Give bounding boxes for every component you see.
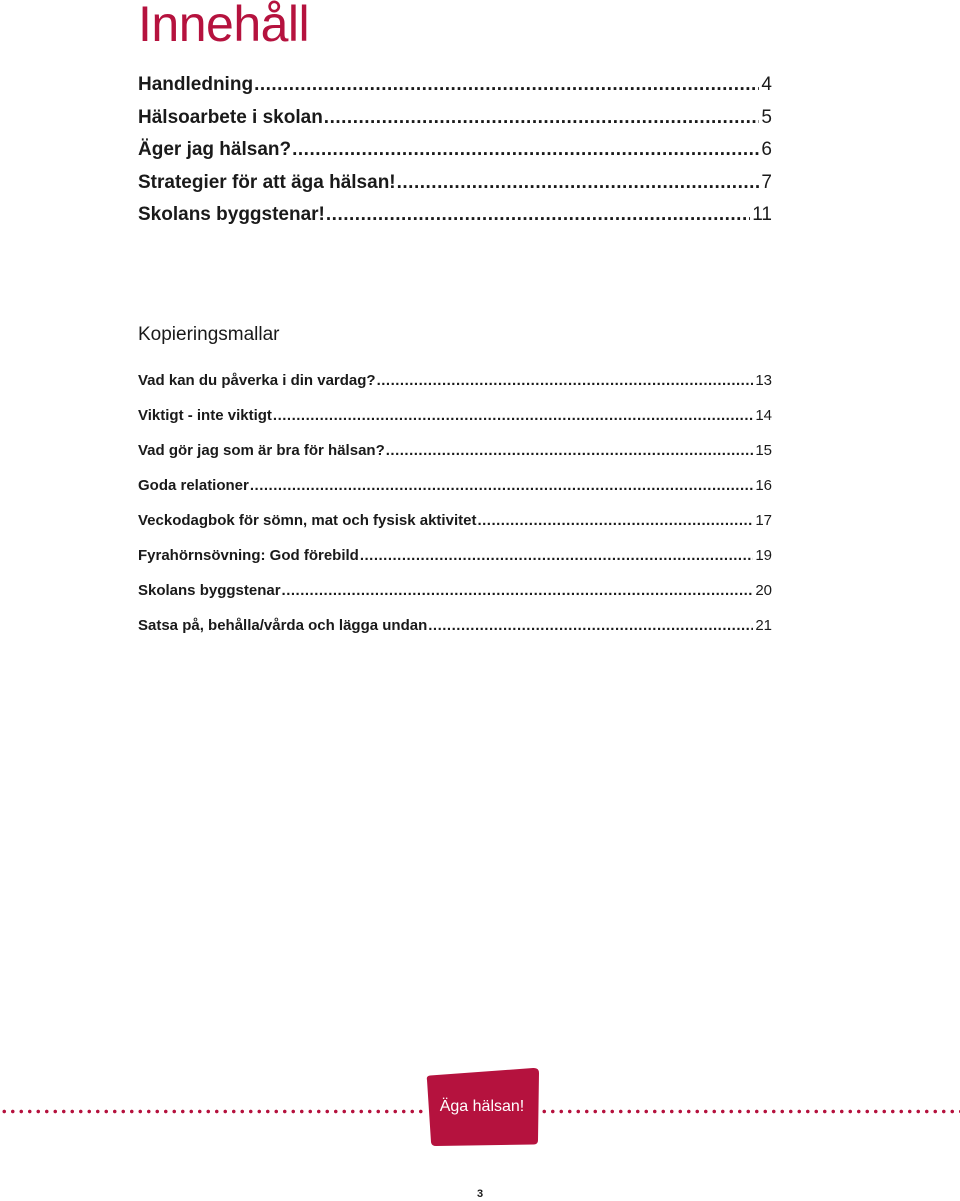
toc-entry-page: 7 (761, 171, 772, 193)
dot-leader (282, 582, 754, 599)
dot-leader (324, 107, 760, 129)
footer-dotted-rule-right (540, 1109, 960, 1114)
dot-leader (254, 74, 759, 96)
table-of-contents (138, 74, 772, 237)
toc-entry[interactable] (138, 442, 772, 477)
dot-leader (377, 372, 754, 389)
toc-entry-page: 4 (761, 74, 772, 95)
dot-leader (273, 407, 753, 424)
copy-templates-list (138, 372, 772, 652)
toc-entry[interactable] (138, 204, 772, 237)
brand-badge (424, 1067, 540, 1147)
toc-entry-page: 11 (752, 204, 772, 225)
section-heading-kopieringsmallar: Kopieringsmallar (138, 324, 280, 345)
dot-leader (250, 477, 753, 494)
toc-entry[interactable] (138, 407, 772, 442)
page-number: 3 (476, 1188, 484, 1200)
toc-entry-label: Vad gör jag som är bra för hälsan? (138, 442, 385, 459)
toc-entry-page: 20 (755, 582, 772, 599)
toc-entry-label: Äger jag hälsan? (138, 139, 292, 160)
toc-entry-label: Satsa på, behålla/vårda och lägga undan (138, 617, 428, 634)
toc-entry[interactable] (138, 74, 772, 107)
toc-entry-label: Skolans byggstenar (138, 582, 281, 599)
toc-entry-label: Veckodagbok för sömn, mat och fysisk aktivitet (138, 512, 477, 529)
toc-entry[interactable] (138, 582, 772, 617)
toc-entry-page: 5 (761, 106, 772, 128)
toc-entry[interactable] (138, 512, 772, 547)
dot-leader (360, 547, 753, 564)
dot-leader (292, 139, 759, 161)
toc-entry[interactable] (138, 139, 772, 172)
toc-entry[interactable] (138, 477, 772, 512)
toc-entry-label: Viktigt - inte viktigt (138, 407, 272, 424)
toc-entry-page: 6 (761, 139, 772, 160)
toc-entry-page: 16 (755, 477, 772, 494)
brand-label: Äga hälsan! (439, 1098, 525, 1115)
toc-entry-page: 15 (755, 442, 772, 459)
toc-entry-label: Skolans byggstenar! (138, 204, 325, 225)
toc-entry-label: Fyrahörnsövning: God förebild (138, 547, 359, 564)
dot-leader (477, 512, 753, 529)
toc-entry[interactable] (138, 372, 772, 407)
toc-entry-label: Hälsoarbete i skolan (138, 106, 323, 128)
toc-entry-page: 21 (755, 617, 772, 634)
dot-leader (326, 204, 750, 226)
toc-entry-label: Strategier för att äga hälsan! (138, 171, 396, 193)
dot-leader (397, 172, 760, 194)
toc-entry[interactable] (138, 547, 772, 582)
toc-entry-label: Goda relationer (138, 477, 249, 494)
toc-entry[interactable] (138, 172, 772, 205)
toc-entry-label: Handledning (138, 74, 254, 95)
toc-entry[interactable] (138, 107, 772, 140)
toc-entry-page: 13 (755, 372, 772, 389)
dot-leader (386, 442, 754, 459)
toc-entry-page: 19 (755, 547, 772, 564)
footer-dotted-rule-left (0, 1109, 424, 1114)
dot-leader (428, 617, 753, 634)
toc-entry[interactable] (138, 617, 772, 652)
toc-entry-page: 17 (755, 512, 772, 529)
toc-entry-label: Vad kan du påverka i din vardag? (138, 372, 376, 389)
toc-entry-page: 14 (755, 407, 772, 424)
page-title: Innehåll (138, 0, 310, 52)
